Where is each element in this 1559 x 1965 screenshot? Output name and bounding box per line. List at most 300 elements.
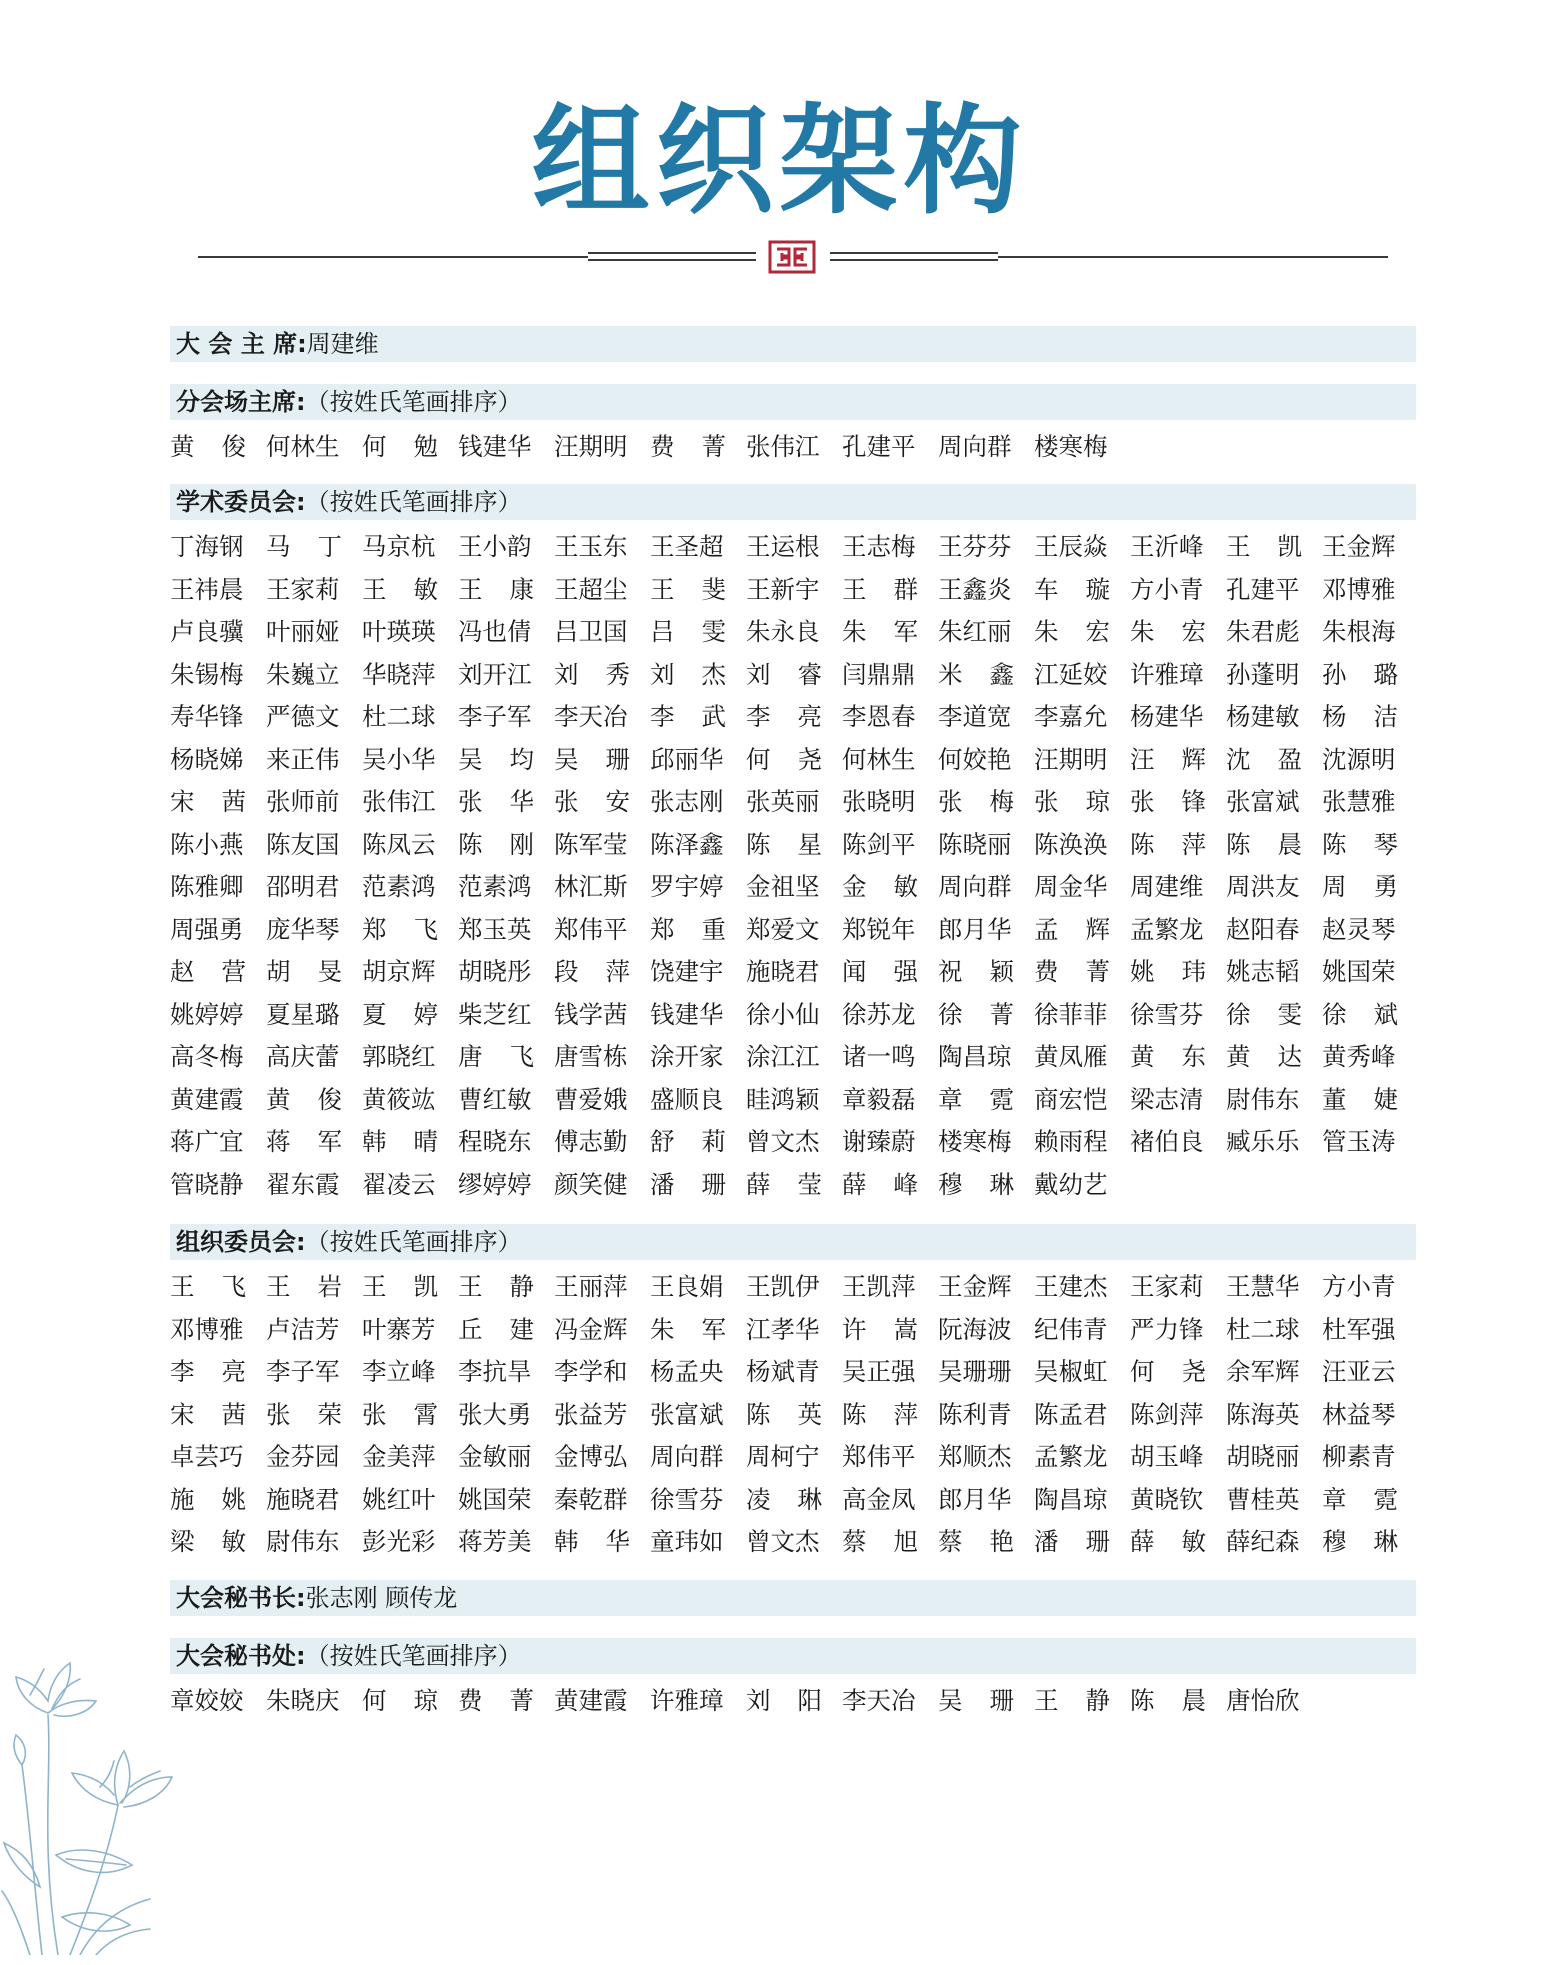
name-entry: 陈剑平 <box>842 829 916 859</box>
name-entry: 卓芸巧 <box>170 1442 244 1471</box>
name-entry: 秦乾群 <box>554 1484 628 1514</box>
name-entry: 朱锡梅 <box>170 659 244 689</box>
name-entry: 陈孟君 <box>1034 1399 1108 1429</box>
name-entry: 黄 俊 <box>266 1084 342 1114</box>
name-entry: 朱红丽 <box>938 617 1012 646</box>
name-entry: 钱学茜 <box>554 999 628 1029</box>
name-entry: 陈 晨 <box>1130 1686 1206 1715</box>
name-entry: 金博弘 <box>554 1442 628 1471</box>
name-entry: 李天冶 <box>842 1686 916 1715</box>
name-entry: 曾文杰 <box>746 1127 820 1156</box>
name-entry: 谢臻蔚 <box>842 1127 916 1156</box>
name-entry: 张志刚 <box>650 787 724 816</box>
name-entry: 卢洁芳 <box>266 1314 340 1344</box>
name-entry: 王 群 <box>842 574 918 604</box>
name-entry: 潘 珊 <box>650 1169 726 1199</box>
name-entry: 穆 琳 <box>938 1169 1014 1199</box>
name-entry: 江延姣 <box>1034 659 1108 689</box>
name-entry: 薛纪森 <box>1226 1527 1300 1556</box>
name-entry: 郑顺杰 <box>938 1442 1012 1471</box>
name-entry: 杜二球 <box>362 702 436 731</box>
name-entry: 方小青 <box>1322 1272 1396 1301</box>
name-entry: 王超尘 <box>554 574 628 604</box>
name-entry: 钱建华 <box>650 999 724 1029</box>
name-entry: 章毅磊 <box>842 1084 916 1114</box>
name-entry: 王金辉 <box>938 1272 1012 1301</box>
name-entry: 曾文杰 <box>746 1527 820 1556</box>
title-rule-right <box>998 256 1388 258</box>
name-entry: 薛 峰 <box>842 1169 918 1199</box>
name-entry: 王芬芬 <box>938 532 1012 561</box>
name-entry: 孟 辉 <box>1034 914 1110 944</box>
name-entry: 王 斐 <box>650 574 726 604</box>
name-entry: 杨晓娣 <box>170 744 244 774</box>
name-entry: 张 华 <box>458 787 534 816</box>
name-entry: 张 锋 <box>1130 787 1206 816</box>
name-entry: 高冬梅 <box>170 1042 244 1071</box>
name-entry: 费 菁 <box>458 1686 534 1715</box>
name-entry: 朱 宏 <box>1034 617 1110 646</box>
name-entry: 王家莉 <box>1130 1272 1204 1301</box>
name-entry: 周金华 <box>1034 872 1108 901</box>
name-entry: 金敏丽 <box>458 1442 532 1471</box>
name-entry: 冯金辉 <box>554 1314 628 1344</box>
name-entry: 王小韵 <box>458 532 532 561</box>
chinese-fret-ornament-icon <box>768 240 816 274</box>
name-entry: 翟东霞 <box>266 1169 340 1199</box>
name-entry: 王 静 <box>458 1272 534 1301</box>
name-entry: 金 敏 <box>842 872 918 901</box>
name-entry: 蔡 旭 <box>842 1527 918 1556</box>
name-entry: 唐怡欣 <box>1226 1686 1300 1715</box>
section-inline-text: （按姓氏笔画排序） <box>305 488 522 516</box>
name-entry: 盛顺良 <box>650 1084 724 1114</box>
name-entry: 吴珊珊 <box>938 1357 1012 1386</box>
section-label: 大 会 主 席: <box>176 330 307 358</box>
name-entry: 朱根海 <box>1322 617 1396 646</box>
name-entry: 何 尧 <box>746 744 822 774</box>
name-entry: 徐小仙 <box>746 999 820 1029</box>
name-entry: 张伟江 <box>362 787 436 816</box>
name-entry: 祝 颖 <box>938 957 1014 986</box>
name-entry: 周向群 <box>938 432 1012 461</box>
name-entry: 何 琼 <box>362 1686 438 1715</box>
name-entry: 吕卫国 <box>554 617 628 646</box>
name-entry: 李 亮 <box>746 702 822 731</box>
name-grid <box>170 1680 1416 1723</box>
section-inline-text: （按姓氏笔画排序） <box>305 388 522 416</box>
name-entry: 王金辉 <box>1322 532 1396 561</box>
name-entry: 凌 琳 <box>746 1484 822 1514</box>
name-entry: 薛 敏 <box>1130 1527 1206 1556</box>
name-entry: 饶建宇 <box>650 957 724 986</box>
name-entry: 丘 建 <box>458 1314 534 1344</box>
name-entry: 周向群 <box>650 1442 724 1471</box>
name-entry: 王家莉 <box>266 574 340 604</box>
name-entry: 宋 茜 <box>170 787 246 816</box>
name-entry: 郎月华 <box>938 914 1012 944</box>
name-entry: 王沂峰 <box>1130 532 1204 561</box>
name-entry: 严力锋 <box>1130 1314 1204 1344</box>
name-entry: 赖雨程 <box>1034 1127 1108 1156</box>
name-entry: 蒋广宜 <box>170 1127 244 1156</box>
name-entry: 涂江江 <box>746 1042 820 1071</box>
name-entry: 陈 晨 <box>1226 829 1302 859</box>
name-entry: 沈 盈 <box>1226 744 1302 774</box>
name-entry: 杨 洁 <box>1322 702 1398 731</box>
name-entry: 金芬园 <box>266 1442 340 1471</box>
name-entry: 卢良骥 <box>170 617 244 646</box>
name-entry: 周 勇 <box>1322 872 1398 901</box>
name-entry: 徐雪芬 <box>1130 999 1204 1029</box>
name-entry: 施 姚 <box>170 1484 246 1514</box>
name-entry: 严德文 <box>266 702 340 731</box>
name-entry: 王祎晨 <box>170 574 244 604</box>
name-entry: 冯也倩 <box>458 617 532 646</box>
name-grid <box>170 526 1416 1206</box>
name-entry: 周柯宁 <box>746 1442 820 1471</box>
name-entry: 楼寒梅 <box>938 1127 1012 1156</box>
name-entry: 胡玉峰 <box>1130 1442 1204 1471</box>
name-entry: 朱君彪 <box>1226 617 1300 646</box>
name-entry: 叶瑛瑛 <box>362 617 436 646</box>
name-entry: 管玉涛 <box>1322 1127 1396 1156</box>
name-entry: 楼寒梅 <box>1034 432 1108 461</box>
name-entry: 闻 强 <box>842 957 918 986</box>
name-entry: 郑爱文 <box>746 914 820 944</box>
name-entry: 周洪友 <box>1226 872 1300 901</box>
name-entry: 蒋 军 <box>266 1127 342 1156</box>
name-entry: 韩 华 <box>554 1527 630 1556</box>
name-entry: 王 康 <box>458 574 534 604</box>
name-entry: 黄 达 <box>1226 1042 1302 1071</box>
name-entry: 陈剑萍 <box>1130 1399 1204 1429</box>
section-header-bar <box>170 1580 1416 1616</box>
name-entry: 潘 珊 <box>1034 1527 1110 1556</box>
name-entry: 张慧雅 <box>1322 787 1396 816</box>
name-entry: 蒋芳美 <box>458 1527 532 1556</box>
name-entry: 吴 珊 <box>938 1686 1014 1715</box>
name-entry: 颜笑健 <box>554 1169 628 1199</box>
name-entry: 施晓君 <box>746 957 820 986</box>
section-label: 组织委员会: <box>176 1228 306 1256</box>
name-entry: 薛 莹 <box>746 1169 822 1199</box>
name-entry: 傅志勤 <box>554 1127 628 1156</box>
name-entry: 张 琼 <box>1034 787 1110 816</box>
name-entry: 陈军莹 <box>554 829 628 859</box>
name-entry: 闫鼎鼎 <box>842 659 916 689</box>
name-entry: 王建杰 <box>1034 1272 1108 1301</box>
name-entry: 刘 杰 <box>650 659 726 689</box>
name-entry: 李抗旱 <box>458 1357 532 1386</box>
name-entry: 李子军 <box>266 1357 340 1386</box>
name-entry: 汪期明 <box>1034 744 1108 774</box>
name-entry: 李嘉允 <box>1034 702 1108 731</box>
name-entry: 陈凤云 <box>362 829 436 859</box>
name-entry: 孔建平 <box>842 432 916 461</box>
section-header-bar <box>170 484 1416 520</box>
name-entry: 丁海钢 <box>170 532 244 561</box>
section-label: 大会秘书处: <box>176 1642 306 1670</box>
name-entry: 范素鸿 <box>458 872 532 901</box>
name-entry: 何姣艳 <box>938 744 1012 774</box>
section-label: 大会秘书长: <box>176 1584 306 1612</box>
name-entry: 汪亚云 <box>1322 1357 1396 1386</box>
name-entry: 刘 睿 <box>746 659 822 689</box>
name-entry: 朱 军 <box>650 1314 726 1344</box>
name-entry: 夏星璐 <box>266 999 340 1029</box>
name-entry: 商宏恺 <box>1034 1084 1108 1114</box>
name-entry: 曹红敏 <box>458 1084 532 1114</box>
name-entry: 陈泽鑫 <box>650 829 724 859</box>
section-header-bar <box>170 326 1416 362</box>
lotus-decoration-icon <box>0 1655 175 1955</box>
name-entry: 黄晓钦 <box>1130 1484 1204 1514</box>
name-entry: 陈雅卿 <box>170 872 244 901</box>
name-entry: 陈小燕 <box>170 829 244 859</box>
name-entry: 车 璇 <box>1034 574 1110 604</box>
name-entry: 许雅璋 <box>650 1686 724 1715</box>
name-entry: 罗宇婷 <box>650 872 724 901</box>
name-entry: 王丽萍 <box>554 1272 628 1301</box>
name-entry: 许 嵩 <box>842 1314 918 1344</box>
name-entry: 邱丽华 <box>650 744 724 774</box>
name-entry: 孟繁龙 <box>1034 1442 1108 1471</box>
name-entry: 郎月华 <box>938 1484 1012 1514</box>
name-entry: 胡 旻 <box>266 957 342 986</box>
section-inline-text: 张志刚 顾传龙 <box>305 1584 458 1612</box>
section-inline-text: 周建维 <box>306 330 379 358</box>
name-entry: 王志梅 <box>842 532 916 561</box>
name-entry: 来正伟 <box>266 744 340 774</box>
name-entry: 陈 刚 <box>458 829 534 859</box>
name-entry: 李 亮 <box>170 1357 246 1386</box>
name-entry: 王良娟 <box>650 1272 724 1301</box>
name-entry: 张伟江 <box>746 432 820 461</box>
name-entry: 钱建华 <box>458 432 532 461</box>
name-entry: 黄秀峰 <box>1322 1042 1396 1071</box>
name-entry: 缪婷婷 <box>458 1169 532 1199</box>
name-entry: 王 岩 <box>266 1272 342 1301</box>
name-entry: 徐苏龙 <box>842 999 916 1029</box>
name-entry: 彭光彩 <box>362 1527 436 1556</box>
name-grid <box>170 1266 1416 1564</box>
name-entry: 朱永良 <box>746 617 820 646</box>
section-label: 学术委员会: <box>176 488 306 516</box>
name-entry: 王圣超 <box>650 532 724 561</box>
name-entry: 王 飞 <box>170 1272 246 1301</box>
section-president <box>170 326 1416 362</box>
name-entry: 刘 秀 <box>554 659 630 689</box>
section-header-bar <box>170 384 1416 420</box>
name-entry: 梁志清 <box>1130 1084 1204 1114</box>
name-entry: 张晓明 <box>842 787 916 816</box>
name-entry: 陈晓丽 <box>938 829 1012 859</box>
name-entry: 童玮如 <box>650 1527 724 1556</box>
name-entry: 陈涣涣 <box>1034 829 1108 859</box>
section-header-bar <box>170 1224 1416 1260</box>
section-secretary-general <box>170 1580 1416 1616</box>
name-entry: 徐菲菲 <box>1034 999 1108 1029</box>
name-entry: 王辰焱 <box>1034 532 1108 561</box>
name-entry: 唐雪栋 <box>554 1042 628 1071</box>
name-entry: 陈 星 <box>746 829 822 859</box>
name-entry: 孙蓬明 <box>1226 659 1300 689</box>
name-entry: 邓博雅 <box>1322 574 1396 604</box>
name-entry: 汪 辉 <box>1130 744 1206 774</box>
name-entry: 杨孟央 <box>650 1357 724 1386</box>
name-entry: 王运根 <box>746 532 820 561</box>
name-entry: 高金凤 <box>842 1484 916 1514</box>
name-entry: 吕 雯 <box>650 617 726 646</box>
name-entry: 章姣姣 <box>170 1686 244 1715</box>
name-entry: 张 荣 <box>266 1399 342 1429</box>
name-entry: 朱巍立 <box>266 659 340 689</box>
name-entry: 郑玉英 <box>458 914 532 944</box>
name-entry: 赵 营 <box>170 957 246 986</box>
section-label: 分会场主席: <box>176 388 306 416</box>
name-entry: 吴 珊 <box>554 744 630 774</box>
name-entry: 陶昌琼 <box>938 1042 1012 1071</box>
name-entry: 王慧华 <box>1226 1272 1300 1301</box>
name-entry: 叶丽娅 <box>266 617 340 646</box>
name-entry: 管晓静 <box>170 1169 244 1199</box>
name-entry: 徐 菁 <box>938 999 1014 1029</box>
name-entry: 孟繁龙 <box>1130 914 1204 944</box>
name-entry: 章 霓 <box>938 1084 1014 1114</box>
name-entry: 章 霓 <box>1322 1484 1398 1514</box>
name-entry: 刘开江 <box>458 659 532 689</box>
name-entry: 范素鸿 <box>362 872 436 901</box>
name-entry: 舒 莉 <box>650 1127 726 1156</box>
name-entry: 米 鑫 <box>938 659 1014 689</box>
name-entry: 何 尧 <box>1130 1357 1206 1386</box>
section-inline-text: （按姓氏笔画排序） <box>305 1228 522 1256</box>
name-entry: 董 婕 <box>1322 1084 1398 1114</box>
name-entry: 孔建平 <box>1226 574 1300 604</box>
name-entry: 宋 茜 <box>170 1399 246 1429</box>
name-entry: 刘 阳 <box>746 1686 822 1715</box>
name-entry: 马 丁 <box>266 532 342 561</box>
title-rule-left <box>198 256 588 258</box>
name-entry: 张富斌 <box>1226 787 1300 816</box>
section-secretariat <box>170 1638 1416 1723</box>
name-entry: 郑伟平 <box>842 1442 916 1471</box>
name-entry: 余军辉 <box>1226 1357 1300 1386</box>
name-entry: 黄建霞 <box>170 1084 244 1114</box>
name-entry: 林益琴 <box>1322 1399 1396 1429</box>
name-entry: 张 梅 <box>938 787 1014 816</box>
name-entry: 杨建敏 <box>1226 702 1300 731</box>
name-entry: 王凯萍 <box>842 1272 916 1301</box>
name-entry: 黄筱竑 <box>362 1084 436 1114</box>
name-entry: 梁 敏 <box>170 1527 246 1556</box>
name-entry: 李学和 <box>554 1357 628 1386</box>
name-entry: 何林生 <box>266 432 340 461</box>
name-entry: 王新宇 <box>746 574 820 604</box>
name-entry: 吴 均 <box>458 744 534 774</box>
name-entry: 姚国荣 <box>458 1484 532 1514</box>
name-entry: 叶寨芳 <box>362 1314 436 1344</box>
name-entry: 赵灵琴 <box>1322 914 1396 944</box>
name-entry: 胡京辉 <box>362 957 436 986</box>
name-entry: 程晓东 <box>458 1127 532 1156</box>
name-entry: 姚国荣 <box>1322 957 1396 986</box>
name-entry: 王 敏 <box>362 574 438 604</box>
name-entry: 杨斌青 <box>746 1357 820 1386</box>
name-entry: 涂开家 <box>650 1042 724 1071</box>
name-entry: 段 萍 <box>554 957 630 986</box>
name-entry: 马京杭 <box>362 532 436 561</box>
name-entry: 张富斌 <box>650 1399 724 1429</box>
name-entry: 金祖坚 <box>746 872 820 901</box>
name-entry: 王 凯 <box>1226 532 1302 561</box>
name-entry: 张英丽 <box>746 787 820 816</box>
name-entry: 陈友国 <box>266 829 340 859</box>
name-entry: 陈 琴 <box>1322 829 1398 859</box>
name-entry: 张 安 <box>554 787 630 816</box>
title-rule-left-double <box>588 252 756 261</box>
name-entry: 施晓君 <box>266 1484 340 1514</box>
name-entry: 吴小华 <box>362 744 436 774</box>
name-entry: 胡晓彤 <box>458 957 532 986</box>
name-entry: 翟凌云 <box>362 1169 436 1199</box>
name-entry: 华晓萍 <box>362 659 436 689</box>
name-entry: 郑伟平 <box>554 914 628 944</box>
name-entry: 尉伟东 <box>1226 1084 1300 1114</box>
name-entry: 姚 玮 <box>1130 957 1206 986</box>
name-entry: 周强勇 <box>170 914 244 944</box>
name-entry: 邓博雅 <box>170 1314 244 1344</box>
name-entry: 汪期明 <box>554 432 628 461</box>
name-entry: 郑 重 <box>650 914 726 944</box>
name-entry: 张师前 <box>266 787 340 816</box>
name-entry: 朱 军 <box>842 617 918 646</box>
name-entry: 杜二球 <box>1226 1314 1300 1344</box>
name-entry: 胡晓丽 <box>1226 1442 1300 1471</box>
section-academic-committee <box>170 484 1416 1206</box>
name-entry: 何 勉 <box>362 432 438 461</box>
name-entry: 郑 飞 <box>362 914 438 944</box>
name-entry: 曹桂英 <box>1226 1484 1300 1514</box>
name-entry: 李道宽 <box>938 702 1012 731</box>
name-entry: 许雅璋 <box>1130 659 1204 689</box>
name-entry: 阮海波 <box>938 1314 1012 1344</box>
name-entry: 郭晓红 <box>362 1042 436 1071</box>
name-entry: 张益芳 <box>554 1399 628 1429</box>
name-entry: 郑锐年 <box>842 914 916 944</box>
name-entry: 黄建霞 <box>554 1686 628 1715</box>
name-entry: 赵阳春 <box>1226 914 1300 944</box>
name-entry: 陈 萍 <box>1130 829 1206 859</box>
name-entry: 林汇斯 <box>554 872 628 901</box>
name-entry: 戴幼艺 <box>1034 1169 1108 1199</box>
name-entry: 朱晓庆 <box>266 1686 340 1715</box>
name-entry: 纪伟青 <box>1034 1314 1108 1344</box>
name-entry: 褚伯良 <box>1130 1127 1204 1156</box>
name-entry: 王鑫炎 <box>938 574 1012 604</box>
name-entry: 诸一鸣 <box>842 1042 916 1071</box>
name-grid <box>170 426 1416 469</box>
name-entry: 黄 东 <box>1130 1042 1206 1071</box>
name-entry: 李子军 <box>458 702 532 731</box>
name-entry: 张大勇 <box>458 1399 532 1429</box>
name-entry: 杜军强 <box>1322 1314 1396 1344</box>
name-entry: 朱 宏 <box>1130 617 1206 646</box>
name-entry: 方小青 <box>1130 574 1204 604</box>
name-entry: 陈 萍 <box>842 1399 918 1429</box>
name-entry: 姚红叶 <box>362 1484 436 1514</box>
